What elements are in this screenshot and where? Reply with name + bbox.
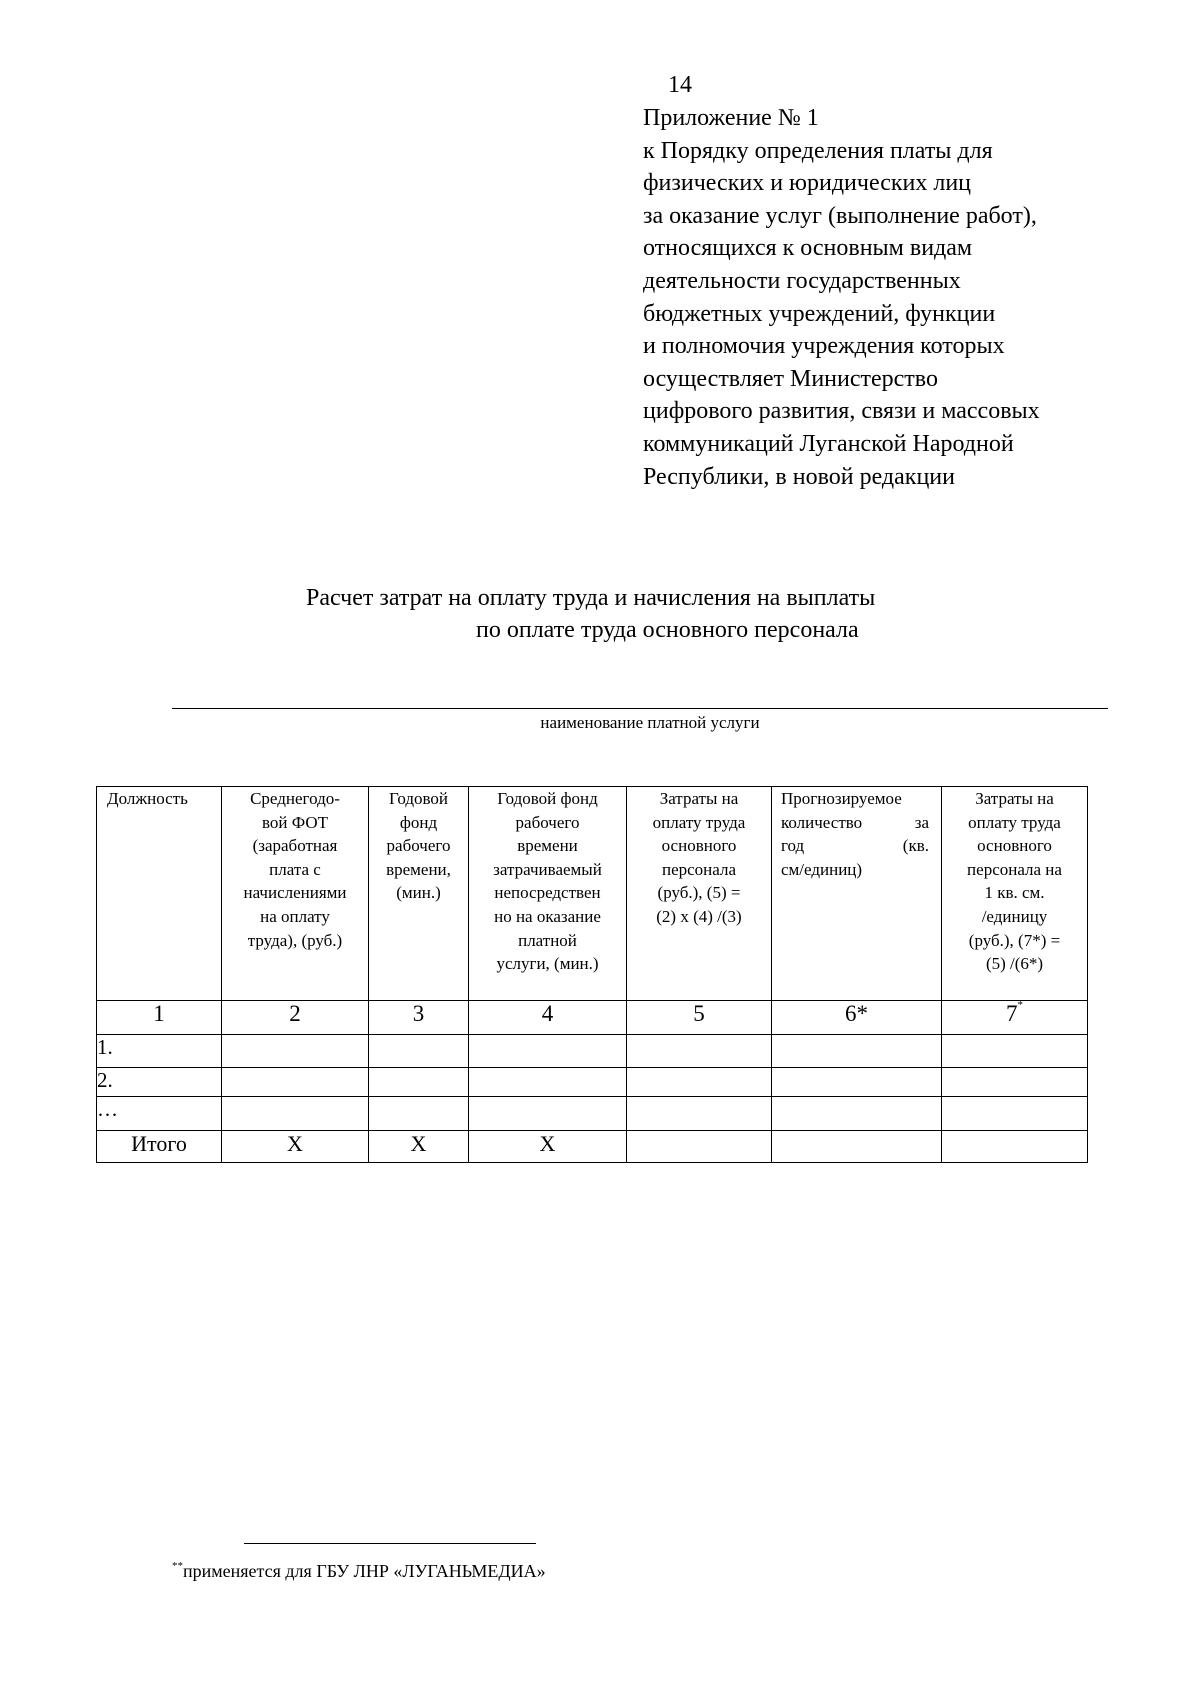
total-cell (627, 1131, 772, 1163)
header-cell-forecast-quantity (772, 787, 942, 1001)
header-text: (руб.), (7*) = (968, 930, 1061, 950)
column-number-cell (942, 1001, 1088, 1035)
column-number: 3 (369, 1001, 469, 1035)
header-text: рабочего (386, 836, 451, 856)
total-cell: Х (369, 1131, 469, 1163)
page-number: 14 (668, 72, 692, 98)
appendix-line: бюджетных учреждений, функции (643, 300, 996, 327)
header-text: платной (518, 930, 577, 950)
appendix-line: осуществляет Министерство (643, 365, 938, 392)
header-cell-unit-costs (942, 787, 1088, 1001)
header-text: персонала на (967, 859, 1062, 879)
table-cell (369, 1068, 469, 1097)
column-number: 2 (222, 1001, 369, 1035)
column-number: 7 (1006, 1001, 1018, 1026)
header-cell-avg-payroll (222, 787, 369, 1001)
table-cell (627, 1097, 772, 1131)
table-row (97, 1035, 1088, 1068)
total-cell: Х (469, 1131, 627, 1163)
service-name-caption: наименование платной услуги (540, 713, 760, 732)
footnote-text: применяется для ГБУ ЛНР «ЛУГАНЬМЕДИА» (183, 1561, 546, 1581)
header-text: фонд (399, 812, 438, 832)
title-line-2: по оплате труда основного персонала (476, 617, 859, 643)
table-cell (222, 1035, 369, 1068)
table-cell (369, 1097, 469, 1131)
footnote-mark: ** (172, 1560, 183, 1572)
header-text: начислениями (243, 883, 347, 903)
table-cell (772, 1097, 942, 1131)
table-cell (772, 1068, 942, 1097)
cost-calculation-table (96, 786, 1088, 1163)
header-text: непосредствен (494, 883, 601, 903)
column-number: 5 (627, 1001, 772, 1035)
appendix-line: коммуникаций Луганской Народной (643, 430, 1014, 457)
header-text: (5) /(6*) (985, 954, 1044, 974)
appendix-line: Приложение № 1 (643, 105, 819, 131)
header-text: год (кв. (781, 836, 929, 856)
table-cell (222, 1097, 369, 1131)
table-cell (369, 1035, 469, 1068)
appendix-line: деятельности государственных (643, 267, 961, 294)
header-text: Среднегодо- (250, 789, 340, 808)
appendix-header (643, 102, 1163, 493)
header-text: Годовой фонд (497, 789, 598, 808)
header-text: услуги, (мин.) (496, 954, 599, 974)
header-text: (2) x (4) /(3) (656, 906, 742, 926)
header-text: количество за (781, 812, 929, 832)
table-cell (942, 1068, 1088, 1097)
header-text: на оплату (260, 906, 330, 926)
header-text: рабочего (515, 812, 580, 832)
header-text: времени, (386, 859, 451, 879)
total-cell: Х (222, 1131, 369, 1163)
header-text: затрачиваемый (493, 859, 602, 879)
header-text: 1 кв. см. (984, 883, 1045, 903)
title-line-1: Расчет затрат на оплату труда и начисления на выплаты (306, 585, 876, 611)
column-number-row (97, 1001, 1088, 1035)
header-text: вой ФОТ (261, 812, 329, 832)
row-number: 2. (97, 1068, 222, 1097)
header-text: персонала (661, 859, 736, 879)
total-cell (942, 1131, 1088, 1163)
service-name-line (172, 708, 1108, 709)
table-cell (942, 1035, 1088, 1068)
footnote-mark: * (1017, 999, 1023, 1011)
table-cell (222, 1068, 369, 1097)
column-number: 1 (97, 1001, 222, 1035)
header-text: оплату труда (968, 812, 1061, 832)
total-label: Итого (97, 1131, 222, 1163)
header-cell-service-time-fund (469, 787, 627, 1001)
header-text: основного (977, 836, 1052, 856)
appendix-line: к Порядку определения платы для (643, 137, 993, 164)
table-cell (469, 1097, 627, 1131)
table-cell (627, 1068, 772, 1097)
table-cell (469, 1035, 627, 1068)
header-text: но на оказание (494, 906, 601, 926)
appendix-line: цифрового развития, связи и массовых (643, 398, 1040, 425)
row-number: … (97, 1097, 222, 1131)
header-cell-labor-costs (627, 787, 772, 1001)
header-text: (мин.) (396, 883, 441, 903)
table-cell (772, 1035, 942, 1068)
footnote-separator (244, 1543, 536, 1544)
header-text: Затраты на (975, 789, 1054, 808)
header-text: Прогнозируемое (781, 789, 902, 808)
header-text: /единицу (981, 906, 1048, 926)
header-text: основного (661, 836, 737, 856)
appendix-line: за оказание услуг (выполнение работ), (643, 202, 1037, 229)
header-text: Годовой (388, 789, 448, 808)
table-cell (942, 1097, 1088, 1131)
total-row (97, 1131, 1088, 1163)
header-text: Затраты на (659, 789, 739, 808)
table-cell (627, 1035, 772, 1068)
appendix-line: Республики, в новой редакции (643, 463, 955, 490)
table-header-row (97, 787, 1088, 1001)
footnote (172, 1560, 546, 1582)
column-number: 6* (772, 1001, 942, 1035)
header-text: (заработная (252, 836, 338, 856)
table-row (97, 1068, 1088, 1097)
table-row (97, 1097, 1088, 1131)
appendix-line: относящихся к основным видам (643, 235, 973, 262)
header-text: (руб.), (5) = (657, 883, 741, 903)
total-cell (772, 1131, 942, 1163)
header-text: труда), (руб.) (247, 930, 343, 950)
header-text: см/единиц) (781, 859, 863, 879)
appendix-line: и полномочия учреждения которых (643, 333, 1005, 360)
header-cell-annual-time-fund (369, 787, 469, 1001)
appendix-line: физических и юридических лиц (643, 170, 972, 197)
header-text: оплату труда (652, 812, 746, 832)
row-number: 1. (97, 1035, 222, 1068)
column-number: 4 (469, 1001, 627, 1035)
header-cell-position (97, 787, 222, 1001)
header-text: плата с (269, 859, 321, 879)
table-cell (469, 1068, 627, 1097)
header-text: времени (517, 836, 578, 856)
header-text: Должность (107, 789, 188, 808)
